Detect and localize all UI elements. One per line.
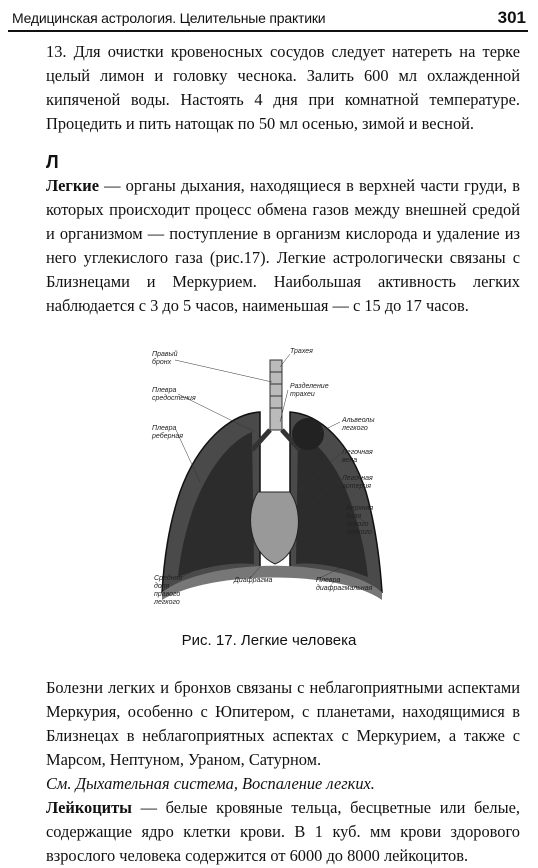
label-alveoli: Альвеолы легкого xyxy=(342,417,375,432)
leukocytes-definition: — белые кровяные тельца, бесцветные или белые, содержащие ядро клетки крови. В 1 куб. мм крови здорового взрослого человека содержится от 6000 до 8000 лейкоцитов. xyxy=(46,798,520,865)
lungs-term: Легкие xyxy=(46,176,99,195)
label-costal-pleura: Плевра реберная xyxy=(152,425,183,440)
diseases-entry xyxy=(46,676,520,868)
label-diaphragmatic-pleura: Плевра диафрагмальная xyxy=(316,577,373,592)
diseases-text: Болезни легких и бронхов связаны с неблагоприятными аспектами Меркурия, особенно с Юпитером, с планетами, находящимися в Близнецах в неблагоприятных аспектах с Меркурием, а также с Марсом, Нептуном, Ураном, Сатурном. xyxy=(46,678,520,769)
figure-caption: Рис. 17. Легкие человека xyxy=(181,632,357,649)
running-header xyxy=(8,8,528,32)
label-pulmonary-vein: Легочная вена xyxy=(342,449,373,464)
section-letter: Л xyxy=(46,152,59,172)
label-mediastinal-pleura: Плевра средостения xyxy=(152,387,196,402)
label-diaphragm: Диафрагма xyxy=(234,577,273,584)
lungs-entry xyxy=(46,174,520,318)
running-title: Медицинская астрология. Целительные практики xyxy=(12,10,326,26)
page-number: 301 xyxy=(497,8,526,27)
label-tracheal-bifurcation: Разделение трахеи xyxy=(290,383,329,398)
remedy-paragraph xyxy=(46,40,520,136)
see-also-reference: См. Дыхательная система, Воспаление легких. xyxy=(46,774,375,793)
remedy-text: 13. Для очистки кровеносных сосудов следует натереть на терке целый лимон и головку чеснока. Залить 600 мл охлажденной кипяченой воды. Настоять 4 дня при комнатной температуре. Процедить и пить натощак по 50 мл осенью, зимой и весной. xyxy=(46,42,520,133)
leukocytes-term: Лейкоциты xyxy=(46,798,132,817)
label-middle-lobe-right: Средняя доля правого легкого xyxy=(154,575,182,606)
label-trachea: Трахея xyxy=(290,348,313,355)
label-upper-lobe-left: Верхняя доля левого легкого xyxy=(346,505,374,536)
label-right-bronchus: Правый бронх xyxy=(152,351,178,366)
lungs-figure xyxy=(140,342,410,622)
label-pulmonary-artery: Легочная артерия xyxy=(342,475,373,490)
leukocytes-entry xyxy=(46,796,520,868)
lungs-definition: — органы дыхания, находящиеся в верхней части груди, в которых происходит процесс обмена газов между внешней средой и организмом — поступление в организм кислорода и удаление из него углекислого газа (рис.17). Легкие астрологически связаны с Близнецами и Меркурием. Наибольшая активность легких наблюдается с 3 до 5 часов, наименьшая — с 15 до 17 часов. xyxy=(46,176,520,315)
